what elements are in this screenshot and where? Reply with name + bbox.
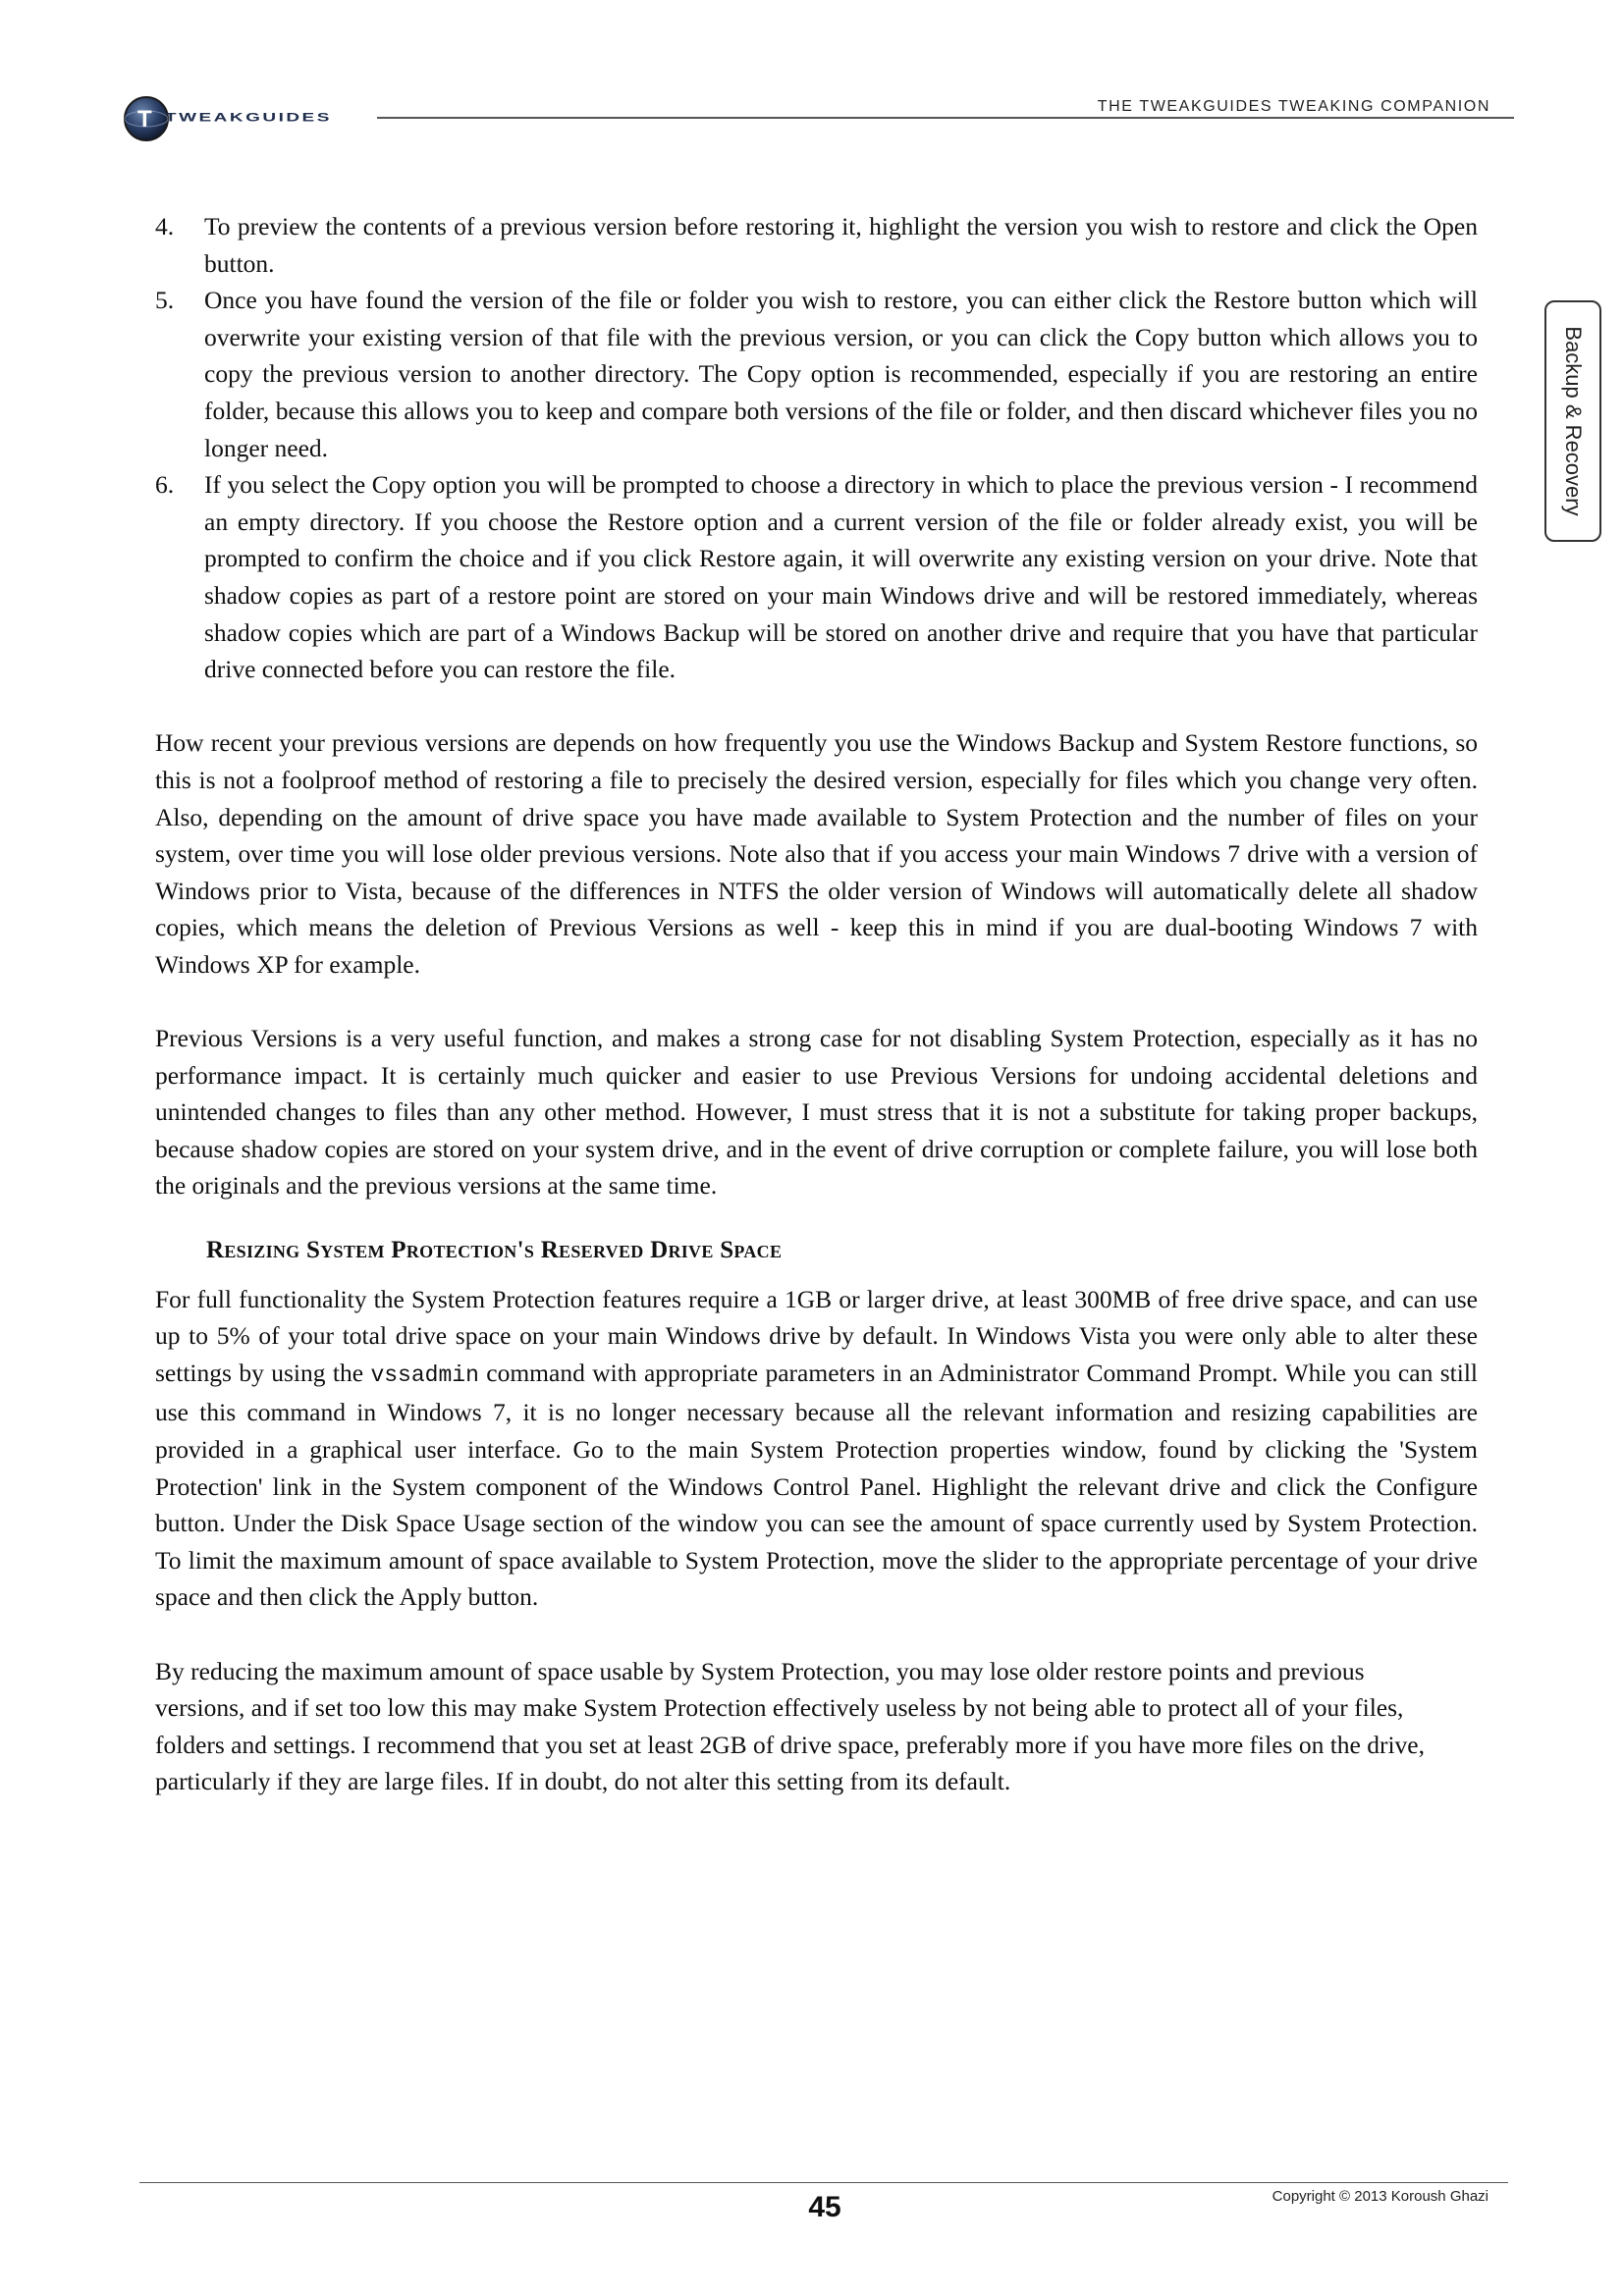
section-heading: Resizing System Protection's Reserved Drive Space [206,1237,783,1264]
page-body [155,208,1478,1800]
paragraph-previous-versions-usefulness: Previous Versions is a very useful function, and makes a strong case for not disabling System Protection, especially as it has no performance impact. It is certainly much quicker and easier to use Previous Versions for undoing accidental deletions and unintended changes to files than any other method. However, I must stress that it is not a substitute for taking proper backups, because shadow copies are stored on your system drive, and in the event of drive corruption or complete failure, you will lose both the originals and the previous versions at the same time. [155,1024,1478,1201]
list-number: 6. [155,470,175,500]
list-item [155,466,1478,688]
list-number: 5. [155,286,175,315]
header-rule [377,117,1514,119]
paragraph-previous-versions-recency: How recent your previous versions are depends on how frequently you use the Windows Backup and System Restore functions, so this is not a foolproof method of restoring a file to precisely the desired version, especially for files which you change very often. Also, depending on the amount of drive space you have made available to System Protection and the number of files on your system, over time you will lose older previous versions. Note also that if you access your main Windows 7 drive with a version of Windows prior to Vista, because of the differences in NTFS the older version of Windows will automatically delete all shadow copies, which means the deletion of Previous Versions as well - keep this in mind if you are dual-booting Windows 7 with Windows XP for example. [155,728,1478,979]
list-text: If you select the Copy option you will be prompted to choose a directory in which to place the previous version - I recommend an empty directory. If you choose the Restore option and a current version of the file or folder already exist, you will be prompted to confirm the choice and if you click Restore again, it will overwrite any existing version on your drive. Note that shadow copies as part of a restore point are stored on your main Windows drive and will be restored immediately, whereas shadow copies which are part of a Windows Backup will be stored on another drive and require that you have that particular drive connected before you can restore the file. [204,470,1478,684]
list-number: 4. [155,212,175,240]
list-text: Once you have found the version of the file or folder you wish to restore, you can either click the Restore button which will overwrite your existing version of that file with the previous version, or you can click the Copy button which allows you to copy the previous version to another directory. The Copy option is recommended, especially if you are restoring an entire folder, because this allows you to keep and compare both versions of the file or folder, and then discard whichever files you no longer need. [204,286,1478,462]
list-item [155,208,1478,282]
footer-rule [139,2182,1508,2183]
running-header: THE TWEAKGUIDES TWEAKING COMPANION [1097,98,1490,115]
paragraph-text: command with appropriate parameters in an Administrator Command Prompt. While you can still use this command in Windows 7, it is no longer necessary because all the relevant information and resizing capabilities are provided in a graphical user interface. Go to the main System Protection properties window, found by clicking the 'System Protection' link in the System component of the Windows Control Panel. Highlight the relevant drive and click the Configure button. Under the Disk Space Usage section of the window you can see the amount of space currently used by System Protection. To limit the maximum amount of space available to System Protection, move the slider to the appropriate percentage of your drive space and then click the Apply button. [155,1358,1478,1612]
page-number: 45 [808,2191,841,2223]
paragraph-reducing-space-warning: By reducing the maximum amount of space usable by System Protection, you may lose older restore points and previous versions, and if set too low this may make System Protection effectively useless by not being able to protect all of your files, folders and settings. I recommend that you set at least 2GB of drive space, preferably more if you have more files on the drive, particularly if they are large files. If in doubt, do not alter this setting from its default. [155,1656,1426,1796]
copyright-notice: Copyright © 2013 Koroush Ghazi [1272,2188,1489,2205]
svg-text:T: T [137,106,152,133]
paragraph-text: For full functionality the System Protection features require a 1GB or larger drive, at least 300MB of free drive space, and can use up to 5% of your total drive space on your main Windows drive by default. In Windows Vista you were only able to alter these settings by using the [155,1284,1478,1387]
logo-wordmark: TWEAKGUIDES [165,111,332,125]
steps-list [155,208,1478,688]
command-vssadmin: vssadmin [370,1362,479,1388]
list-text: To preview the contents of a previous version before restoring it, highlight the version you wish to restore and click the Open button. [204,212,1478,278]
paragraph-resizing-instructions [155,1281,1478,1616]
tweakguides-logo [122,94,377,143]
side-tab-label: Backup & Recovery [1561,326,1586,516]
list-item [155,282,1478,466]
